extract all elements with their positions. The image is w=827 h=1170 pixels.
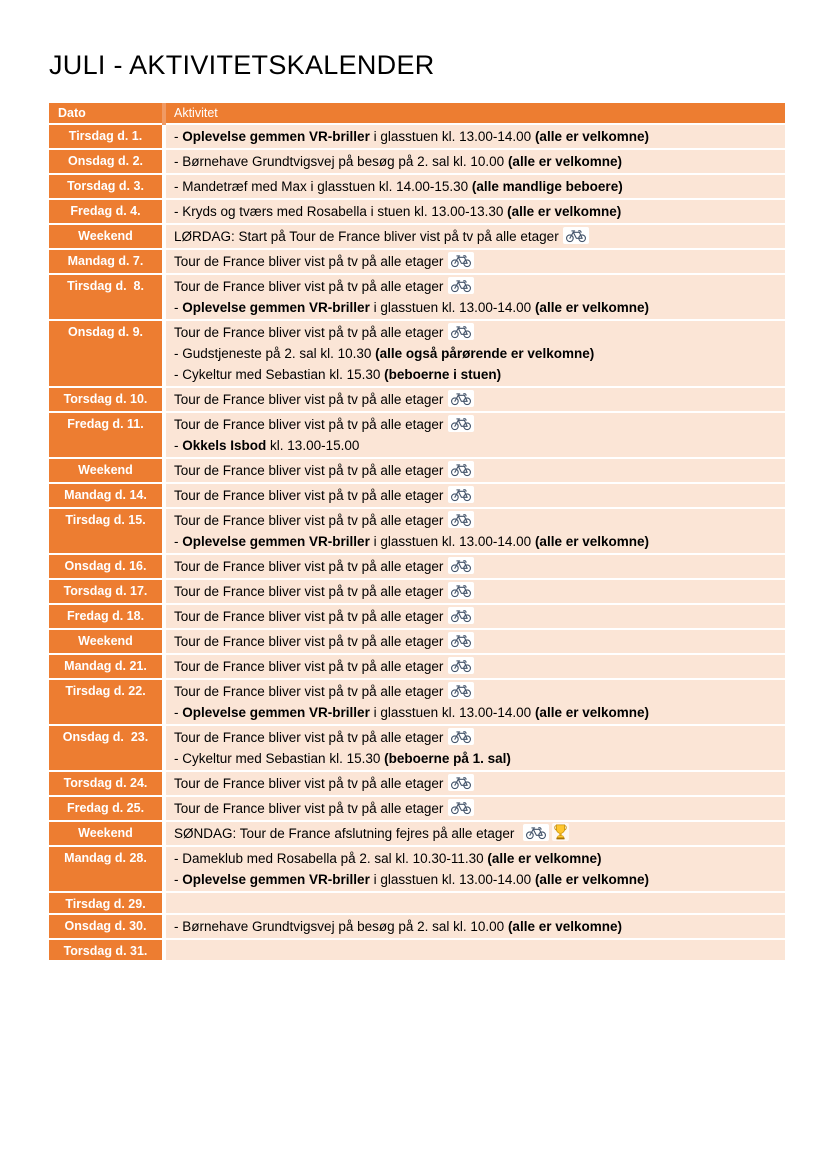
table-row [49, 554, 785, 579]
text-segment: (beboerne på 1. sal) [384, 751, 511, 766]
text-segment: - Kryds og tværs med Rosabella i stuen kl. 13.00-13.30 [174, 204, 508, 219]
text-segment: i glasstuen kl. 13.00-14.00 [369, 705, 535, 720]
date-cell: Fredag d. 4. [49, 199, 164, 224]
text-segment: Tour de France bliver vist på tv på alle etager [174, 417, 448, 432]
date-cell: Onsdag d. 16. [49, 554, 164, 579]
text-segment: i glasstuen kl. 13.00-14.00 [369, 129, 535, 144]
date-cell: Mandag d. 28. [49, 846, 164, 892]
text-segment: - Børnehave Grundtvigsvej på besøg på 2. sal kl. 10.00 [174, 919, 508, 934]
table-row [49, 604, 785, 629]
text-segment: (alle er velkomne) [487, 851, 602, 866]
bicycle-icon [523, 824, 549, 841]
bicycle-icon [448, 607, 474, 624]
activity-cell [164, 604, 785, 629]
date-cell: Weekend [49, 629, 164, 654]
trophy-icon [552, 823, 569, 841]
bicycle-icon [448, 557, 474, 574]
text-segment: - [174, 129, 183, 144]
table-row [49, 458, 785, 483]
activity-line [174, 773, 777, 794]
text-segment: SØNDAG: Tour de France afslutning fejres på alle etager [174, 826, 522, 841]
text-segment: (alle er velkomne) [534, 872, 649, 887]
table-row [49, 149, 785, 174]
date-cell: Onsdag d. 9. [49, 320, 164, 387]
bicycle-icon [448, 657, 474, 674]
activity-line [174, 389, 777, 410]
activity-cell [164, 149, 785, 174]
activity-cell [164, 483, 785, 508]
date-cell: Tirsdag d. 22. [49, 679, 164, 725]
text-segment: Oplevelse gemmen VR-briller [182, 872, 370, 887]
text-segment: - [174, 705, 183, 720]
text-segment: - Cykeltur med Sebastian kl. 15.30 [174, 751, 385, 766]
date-cell: Tirsdag d. 29. [49, 892, 164, 914]
table-row [49, 387, 785, 412]
text-segment: - Dameklub med Rosabella på 2. sal kl. 10.30-11.30 [174, 851, 488, 866]
activity-cell [164, 892, 785, 914]
bicycle-icon [448, 277, 474, 294]
date-cell: Weekend [49, 458, 164, 483]
text-segment: Oplevelse gemmen VR-briller [182, 300, 370, 315]
activity-cell [164, 387, 785, 412]
bicycle-icon [448, 774, 474, 791]
text-segment: Tour de France bliver vist på tv på alle etager [174, 801, 448, 816]
text-segment: Tour de France bliver vist på tv på alle etager [174, 634, 448, 649]
text-segment: Tour de France bliver vist på tv på alle etager [174, 325, 448, 340]
text-segment: Tour de France bliver vist på tv på alle etager [174, 684, 448, 699]
activity-line [174, 510, 777, 531]
table-row [49, 274, 785, 320]
text-segment: Oplevelse gemmen VR-briller [182, 534, 370, 549]
activity-line [174, 364, 777, 385]
table-row [49, 846, 785, 892]
text-segment: Tour de France bliver vist på tv på alle etager [174, 609, 448, 624]
activity-line [174, 226, 777, 247]
date-cell: Fredag d. 11. [49, 412, 164, 458]
activity-line [174, 201, 777, 222]
activity-line [174, 126, 777, 147]
activity-line [174, 251, 777, 272]
table-row [49, 224, 785, 249]
bicycle-icon [448, 415, 474, 432]
date-cell: Mandag d. 14. [49, 483, 164, 508]
text-segment: (alle er velkomne) [534, 300, 649, 315]
table-row [49, 771, 785, 796]
text-segment: i glasstuen kl. 13.00-14.00 [369, 300, 535, 315]
text-segment: Tour de France bliver vist på tv på alle etager [174, 559, 448, 574]
activity-cell [164, 939, 785, 961]
activity-line [174, 702, 777, 723]
table-header [49, 103, 785, 124]
text-segment: (alle er velkomne) [534, 129, 649, 144]
bicycle-icon [448, 390, 474, 407]
activity-cell [164, 124, 785, 149]
text-segment: (beboerne i stuen) [384, 367, 502, 382]
table-row [49, 654, 785, 679]
text-segment: kl. 13.00-15.00 [266, 438, 360, 453]
date-cell: Onsdag d. 2. [49, 149, 164, 174]
date-cell: Torsdag d. 10. [49, 387, 164, 412]
activity-cell [164, 458, 785, 483]
bicycle-icon [448, 461, 474, 478]
table-row [49, 629, 785, 654]
activity-line [174, 176, 777, 197]
activity-line [174, 869, 777, 890]
text-segment: LØRDAG: Start på Tour de France bliver vist på tv på alle etager [174, 229, 563, 244]
date-cell: Weekend [49, 821, 164, 846]
text-segment: - Gudstjeneste på 2. sal kl. 10.30 [174, 346, 376, 361]
date-cell: Mandag d. 21. [49, 654, 164, 679]
column-header-aktivitet: Aktivitet [164, 103, 785, 124]
activity-line [174, 798, 777, 819]
bicycle-icon [448, 682, 474, 699]
text-segment: i glasstuen kl. 13.00-14.00 [369, 872, 535, 887]
activity-line [174, 748, 777, 769]
activity-line [174, 823, 777, 844]
activity-line [174, 460, 777, 481]
activity-line [174, 631, 777, 652]
bicycle-icon [448, 486, 474, 503]
table-row [49, 320, 785, 387]
table-row [49, 124, 785, 149]
table-row [49, 679, 785, 725]
table-row [49, 412, 785, 458]
activity-cell [164, 629, 785, 654]
activity-cell [164, 914, 785, 939]
table-body [49, 124, 785, 961]
table-row [49, 796, 785, 821]
text-segment: (alle er velkomne) [507, 204, 622, 219]
date-cell: Torsdag d. 31. [49, 939, 164, 961]
table-row [49, 892, 785, 914]
table-row [49, 821, 785, 846]
date-cell: Onsdag d. 23. [49, 725, 164, 771]
date-cell: Torsdag d. 17. [49, 579, 164, 604]
text-segment: - [174, 438, 183, 453]
date-cell: Fredag d. 25. [49, 796, 164, 821]
activity-line [174, 556, 777, 577]
table-row [49, 508, 785, 554]
date-cell: Tirsdag d. 1. [49, 124, 164, 149]
text-segment: Oplevelse gemmen VR-briller [182, 129, 370, 144]
date-cell: Torsdag d. 3. [49, 174, 164, 199]
activity-cell [164, 508, 785, 554]
text-segment: - Mandetræf med Max i glasstuen kl. 14.00-15.30 [174, 179, 472, 194]
activity-line [174, 297, 777, 318]
table-row [49, 939, 785, 961]
activity-cell [164, 412, 785, 458]
table-row [49, 199, 785, 224]
activity-line [174, 151, 777, 172]
bicycle-icon [448, 582, 474, 599]
activity-cell [164, 224, 785, 249]
date-cell: Onsdag d. 30. [49, 914, 164, 939]
bicycle-icon [448, 252, 474, 269]
header-row [49, 103, 785, 124]
text-segment: Tour de France bliver vist på tv på alle etager [174, 776, 448, 791]
text-segment: (alle er velkomne) [507, 154, 622, 169]
text-segment: Tour de France bliver vist på tv på alle etager [174, 392, 448, 407]
bicycle-icon [448, 728, 474, 745]
text-segment: Tour de France bliver vist på tv på alle etager [174, 584, 448, 599]
table-row [49, 725, 785, 771]
activity-cell [164, 725, 785, 771]
text-segment: Tour de France bliver vist på tv på alle etager [174, 463, 448, 478]
activity-calendar-table [49, 103, 785, 962]
text-segment: Tour de France bliver vist på tv på alle etager [174, 488, 448, 503]
activity-line [174, 581, 777, 602]
activity-line [174, 848, 777, 869]
activity-cell [164, 771, 785, 796]
activity-line [174, 656, 777, 677]
activity-line [174, 485, 777, 506]
activity-line [174, 916, 777, 937]
table-row [49, 249, 785, 274]
activity-cell [164, 654, 785, 679]
bicycle-icon [448, 799, 474, 816]
text-segment: (alle mandlige beboere) [471, 179, 623, 194]
bicycle-icon [563, 227, 589, 244]
text-segment: - [174, 300, 183, 315]
activity-cell [164, 846, 785, 892]
activity-line [174, 531, 777, 552]
bicycle-icon [448, 323, 474, 340]
text-segment: Tour de France bliver vist på tv på alle etager [174, 730, 448, 745]
activity-cell [164, 679, 785, 725]
text-segment: (alle er velkomne) [507, 919, 622, 934]
text-segment: - Børnehave Grundtvigsvej på besøg på 2. sal kl. 10.00 [174, 154, 508, 169]
table-row [49, 579, 785, 604]
text-segment: - Cykeltur med Sebastian kl. 15.30 [174, 367, 385, 382]
text-segment: (alle er velkomne) [534, 705, 649, 720]
date-cell: Fredag d. 18. [49, 604, 164, 629]
text-segment: - [174, 534, 183, 549]
table-row [49, 914, 785, 939]
date-cell: Tirsdag d. 15. [49, 508, 164, 554]
text-segment: i glasstuen kl. 13.00-14.00 [369, 534, 535, 549]
activity-line [174, 414, 777, 435]
activity-line [174, 343, 777, 364]
page-title: JULI - AKTIVITETSKALENDER [49, 50, 435, 80]
activity-line [174, 435, 777, 456]
text-segment: Tour de France bliver vist på tv på alle etager [174, 513, 448, 528]
activity-cell [164, 274, 785, 320]
text-segment: Okkels Isbod [182, 438, 267, 453]
activity-cell [164, 199, 785, 224]
activity-cell [164, 554, 785, 579]
text-segment: - [174, 872, 183, 887]
activity-line [174, 681, 777, 702]
table-row [49, 174, 785, 199]
activity-cell [164, 821, 785, 846]
bicycle-icon [448, 632, 474, 649]
activity-cell [164, 249, 785, 274]
activity-cell [164, 796, 785, 821]
date-cell: Tirsdag d. 8. [49, 274, 164, 320]
table-row [49, 483, 785, 508]
column-header-dato: Dato [49, 103, 164, 124]
bicycle-icon [448, 511, 474, 528]
activity-line [174, 322, 777, 343]
activity-cell [164, 320, 785, 387]
activity-line [174, 606, 777, 627]
text-segment: (alle er velkomne) [534, 534, 649, 549]
text-segment: Oplevelse gemmen VR-briller [182, 705, 370, 720]
date-cell: Torsdag d. 24. [49, 771, 164, 796]
activity-line [174, 276, 777, 297]
activity-cell [164, 174, 785, 199]
text-segment: Tour de France bliver vist på tv på alle etager [174, 659, 448, 674]
activity-line [174, 727, 777, 748]
date-cell: Mandag d. 7. [49, 249, 164, 274]
activity-cell [164, 579, 785, 604]
date-cell: Weekend [49, 224, 164, 249]
text-segment: Tour de France bliver vist på tv på alle etager [174, 279, 448, 294]
text-segment: (alle også pårørende er velkomne) [375, 346, 595, 361]
text-segment: Tour de France bliver vist på tv på alle etager [174, 254, 448, 269]
